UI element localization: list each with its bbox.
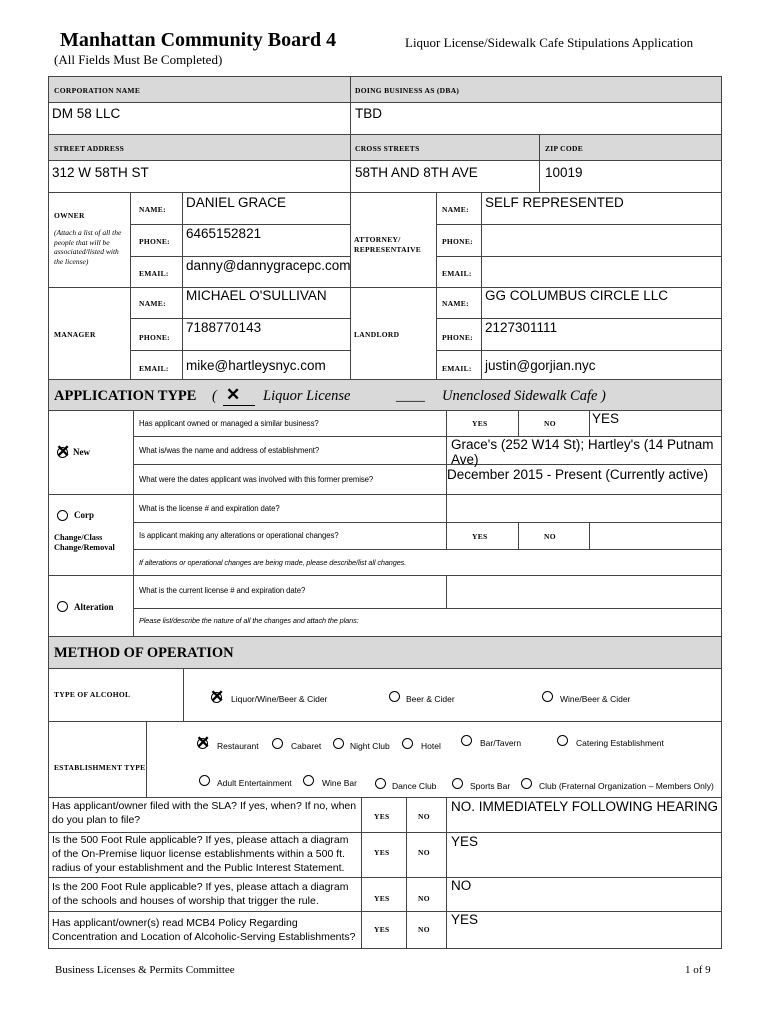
form-subtitle: (All Fields Must Be Completed) [54,52,223,67]
sidewalk-cafe-option-label: Unenclosed Sidewalk Cafe ) [442,388,606,404]
alcohol-wine-label: Wine/Beer & Cider [560,694,631,704]
estab-club-radio-icon[interactable] [521,778,532,789]
alcohol-liquor-label: Liquor/Wine/Beer & Cider [231,694,328,704]
owner-name-field[interactable]: DANIEL GRACE [186,195,287,210]
estab-restaurant-check-icon[interactable]: ✕ [196,733,211,752]
sidewalk-cafe-blank[interactable]: ____ [396,388,425,404]
landlord-email-label: EMAIL: [442,364,472,373]
estab-adult-label: Adult Entertainment [217,778,292,788]
manager-phone-field[interactable]: 7188770143 [186,320,262,335]
estab-cabaret-radio-icon[interactable] [272,738,283,749]
estab-wine-bar-label: Wine Bar [322,778,357,788]
footer-committee: Business Licenses & Permits Committee [55,964,235,976]
new-check-icon[interactable]: ✕ [56,442,71,461]
estab-cabaret-label: Cabaret [291,741,322,751]
manager-label: MANAGER [54,330,96,339]
alcohol-beer-label: Beer & Cider [406,694,455,704]
alcohol-type-label: TYPE OF ALCOHOL [54,690,131,699]
method-heading: METHOD OF OPERATION [54,645,234,661]
landlord-label: LANDLORD [354,330,400,339]
establishment-type-label: ESTABLISHMENT TYPE [54,763,146,772]
q-200-foot-rule: Is the 200 Foot Rule applicable? If yes, please attach a diagram of the schools and houses of worship that trigger the rule. [52,881,349,907]
owner-email-label: EMAIL: [139,269,169,278]
q-alterations-no[interactable]: NO [544,532,556,541]
manager-name-field[interactable]: MICHAEL O'SULLIVAN [186,288,327,303]
estab-bar-tavern-label: Bar/Tavern [480,738,522,748]
manager-email-label: EMAIL: [139,364,169,373]
estab-catering-radio-icon[interactable] [557,735,568,746]
estab-hotel-label: Hotel [421,741,441,751]
alcohol-liquor-check-icon[interactable]: ✕ [210,687,225,706]
q-500-foot-rule-no[interactable]: NO [418,848,430,857]
q-alterations-yes[interactable]: YES [472,532,488,541]
alteration-label: Alteration [74,602,114,612]
q-500-foot-rule: Is the 500 Foot Rule applicable? If yes, please attach a diagram of the On-Premise liquor license establishments within a 500 ft. radius of your establishment and the Public Interest Statement. [52,834,349,874]
q-filed-sla: Has applicant/owner filed with the SLA? If yes, when? If no, when do you plan to file? [52,800,357,826]
estab-catering-label: Catering Establishment [576,738,664,748]
q-owned-similar-answer[interactable]: YES [592,411,620,426]
street-address-field[interactable]: 312 W 58TH ST [52,165,149,180]
estab-sports-bar-label: Sports Bar [470,781,511,791]
landlord-name-label: NAME: [442,299,469,308]
q-mcb4-policy-no[interactable]: NO [418,925,430,934]
manager-name-label: NAME: [139,299,166,308]
dba-field[interactable]: TBD [355,106,382,121]
q-license-expiration: What is the license # and expiration date? [139,504,280,513]
landlord-phone-field[interactable]: 2127301111 [485,320,558,335]
change-class-label: Change/Class Change/Removal [54,533,115,552]
zip-code-field[interactable]: 10019 [545,165,583,180]
q-dates-involved: What were the dates applicant was involved with this former premise? [139,475,374,484]
estab-club-label: Club (Fraternal Organization – Members Only) [539,781,714,791]
corp-radio-icon[interactable] [57,510,68,521]
estab-night-club-radio-icon[interactable] [333,738,344,749]
estab-sports-bar-radio-icon[interactable] [452,778,463,789]
zip-code-label: ZIP CODE [545,144,584,153]
alteration-radio-icon[interactable] [57,601,68,612]
manager-email-field[interactable]: mike@hartleysnyc.com [186,358,326,373]
q-owned-similar-yes[interactable]: YES [472,419,488,428]
q-owned-similar-no[interactable]: NO [544,419,556,428]
q-current-license: What is the current license # and expiration date? [139,586,306,595]
landlord-phone-label: PHONE: [442,333,473,342]
alcohol-wine-radio-icon[interactable] [542,691,553,702]
attorney-email-label: EMAIL: [442,269,472,278]
q-filed-sla-yes[interactable]: YES [374,812,390,821]
q-establishment-name-answer[interactable]: Grace's (252 W14 St); Hartley's (14 Putnam Ave) [451,437,714,467]
corporation-name-field[interactable]: DM 58 LLC [52,106,121,121]
estab-wine-bar-radio-icon[interactable] [303,775,314,786]
landlord-email-field[interactable]: justin@gorjian.nyc [485,358,596,373]
alcohol-beer-radio-icon[interactable] [389,691,400,702]
q-owned-similar: Has applicant owned or managed a similar business? [139,419,319,428]
estab-dance-club-radio-icon[interactable] [375,778,386,789]
estab-dance-club-label: Dance Club [392,781,437,791]
liquor-license-option-label: Liquor License [263,388,351,404]
cross-streets-label: CROSS STREETS [355,144,420,153]
owner-name-label: NAME: [139,205,166,214]
owner-phone-label: PHONE: [139,237,170,246]
q-filed-sla-answer[interactable]: NO. IMMEDIATELY FOLLOWING HEARING [451,799,719,814]
cross-streets-field[interactable]: 58TH AND 8TH AVE [355,165,478,180]
q-500-foot-rule-yes[interactable]: YES [374,848,390,857]
q-200-foot-rule-answer[interactable]: NO [451,878,472,893]
liquor-license-check-icon[interactable]: ✕ [226,385,241,404]
q-alterations: Is applicant making any alterations or operational changes? [139,531,339,540]
estab-night-club-label: Night Club [350,741,390,751]
owner-phone-field[interactable]: 6465152821 [186,226,262,241]
attorney-phone-label: PHONE: [442,237,473,246]
estab-restaurant-label: Restaurant [217,741,259,751]
liquor-license-open-paren: ( [212,388,217,404]
dba-label: DOING BUSINESS AS (DBA) [355,86,460,95]
q-filed-sla-no[interactable]: NO [418,812,430,821]
q-200-foot-rule-no[interactable]: NO [418,894,430,903]
q-mcb4-policy: Has applicant/owner(s) read MCB4 Policy Regarding Concentration and Location of Alcoholic-Serving Establishments? [52,917,356,943]
estab-bar-tavern-radio-icon[interactable] [461,735,472,746]
manager-phone-label: PHONE: [139,333,170,342]
attorney-label: ATTORNEY/ REPRESENTAIVE [354,235,422,254]
q-mcb4-policy-yes[interactable]: YES [374,925,390,934]
attorney-name-field[interactable]: SELF REPRESENTED [485,195,624,210]
street-address-label: STREET ADDRESS [54,144,125,153]
attorney-name-label: NAME: [442,205,469,214]
application-type-heading: APPLICATION TYPE [54,388,197,404]
q-describe-changes: If alterations or operational changes are being made, please describe/list all changes. [139,558,407,567]
footer-page-number: 1 of 9 [685,964,711,976]
form-title: Liquor License/Sidewalk Cafe Stipulations Application [405,35,694,50]
owner-label: OWNER [54,211,85,220]
corp-label: Corp [74,510,94,520]
org-title: Manhattan Community Board 4 [60,29,337,51]
q-200-foot-rule-yes[interactable]: YES [374,894,390,903]
q-dates-involved-answer[interactable]: December 2015 - Present (Currently active) [447,467,709,482]
q-mcb4-policy-answer[interactable]: YES [451,912,479,927]
q-nature-of-changes: Please list/describe the nature of all the changes and attach the plans: [139,616,359,625]
owner-email-field[interactable]: danny@dannygracepc.com [186,258,351,273]
estab-adult-radio-icon[interactable] [199,775,210,786]
corporation-name-label: CORPORATION NAME [54,86,141,95]
new-label: New [73,447,90,457]
landlord-name-field[interactable]: GG COLUMBUS CIRCLE LLC [485,288,669,303]
q-establishment-name: What is/was the name and address of establishment? [139,446,320,455]
estab-hotel-radio-icon[interactable] [402,738,413,749]
owner-note: (Attach a list of all the people that will be associated/listed with the license) [54,228,122,266]
q-500-foot-rule-answer[interactable]: YES [451,834,479,849]
